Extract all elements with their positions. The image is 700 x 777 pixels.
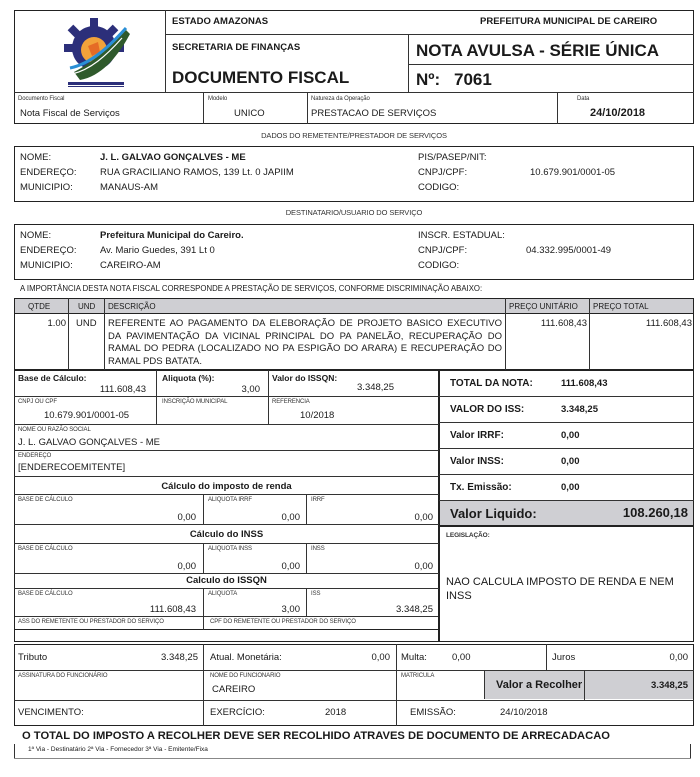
tx-emissao-label: Tx. Emissão: <box>450 482 512 493</box>
valor-iss-label: VALOR DO ISS: <box>450 404 525 415</box>
irrf-label: IRRF <box>311 497 325 503</box>
total-nota-value: 111.608,43 <box>561 378 608 389</box>
modelo-value: UNICO <box>234 108 265 119</box>
ir-aliquota-value: 0,00 <box>281 512 300 523</box>
destinatario-cnpj-label: CNPJ/CPF: <box>418 245 468 256</box>
issqn-title: Calculo do ISSQN <box>186 575 267 586</box>
estado-title: ESTADO AMAZONAS <box>172 16 269 27</box>
footer-notice: O TOTAL DO IMPOSTO A RECOLHER DEVE SER RECOLHIDO ATRAVES DE DOCUMENTO DE ARRECADACAO <box>22 730 610 742</box>
natureza-value: PRESTACAO DE SERVIÇOS <box>311 108 437 119</box>
cpf-remetente-label: CPF DO REMETENTE OU PRESTADOR DO SERVIÇO <box>210 619 356 625</box>
legislacao-label: LEGISLAÇÃO: <box>446 532 490 539</box>
item-preco-total: 111.608,43 <box>645 318 692 329</box>
juros-value: 0,00 <box>669 652 688 663</box>
atual-monetaria-value: 0,00 <box>371 652 390 663</box>
inss-base-value: 0,00 <box>177 561 196 572</box>
issqn-aliquota-label: ALIQUOTA <box>208 591 238 597</box>
exercicio-value: 2018 <box>325 707 347 718</box>
secretaria-title: SECRETARIA DE FINANÇAS <box>172 42 301 53</box>
valor-iss-value: 3.348,25 <box>561 404 598 415</box>
vencimento-label: VENCIMENTO: <box>18 707 84 718</box>
nome-funcionario-label: NOME DO FUNCIONARIO <box>210 673 281 679</box>
natureza-label: Natureza da Operação <box>311 96 370 102</box>
juros-label: Juros <box>552 652 576 663</box>
documento-fiscal-value: Nota Fiscal de Serviços <box>20 108 120 119</box>
inss-value: 0,00 <box>414 561 433 572</box>
matricula-label: MATRICULA <box>401 673 435 679</box>
remetente-codigo-label: CODIGO: <box>418 182 460 193</box>
nome-funcionario-value: CAREIRO <box>212 684 256 695</box>
irrf-total-value: 0,00 <box>561 430 580 441</box>
item-und: UND <box>76 318 97 329</box>
referencia-label: REFERENCIA <box>272 399 310 405</box>
remetente-municipio: MANAUS-AM <box>100 182 159 193</box>
total-nota-label: TOTAL DA NOTA: <box>450 378 533 389</box>
col-preco-total-header: PREÇO TOTAL <box>593 302 649 311</box>
nota-avulsa-title: NOTA AVULSA - SÉRIE ÚNICA <box>416 41 660 60</box>
endereco-value: [ENDERECOEMITENTE] <box>18 462 126 473</box>
irrf-total-label: Valor IRRF: <box>450 430 504 441</box>
destinatario-cnpj: 04.332.995/0001-49 <box>526 245 612 256</box>
emissao-label: EMISSÃO: <box>410 707 456 718</box>
item-qtde: 1.00 <box>47 318 66 329</box>
inss-title: Cálculo do INSS <box>189 529 264 540</box>
ass-remetente-label: ASS DO REMETENTE OU PRESTADOR DO SERVIÇO <box>18 619 164 625</box>
col-und-header: UND <box>78 302 96 311</box>
documento-fiscal-label: Documento Fiscal <box>18 96 65 102</box>
destinatario-municipio: CAREIRO-AM <box>100 260 161 271</box>
inscricao-municipal-label: INSCRIÇÃO MUNICIPAL <box>162 399 228 405</box>
data-label: Data <box>577 96 590 102</box>
importancia-text: A IMPORTÂNCIA DESTA NOTA FISCAL CORRESPONDE A PRESTAÇÃO DE SERVIÇOS, CONFORME DISCRIMINAÇÃO ABAIXO: <box>20 284 483 293</box>
remetente-cnpj-label: CNPJ/CPF: <box>418 167 468 178</box>
valor-recolher-label: Valor a Recolher <box>496 679 583 691</box>
inss-total-label: Valor INSS: <box>450 456 504 467</box>
valor-liquido-label: Valor Liquido: <box>450 506 537 521</box>
razao-social-value: J. L. GALVAO GONÇALVES - ME <box>18 437 161 448</box>
destinatario-nome-label: NOME: <box>20 230 52 241</box>
issqn-aliquota-value: 3,00 <box>281 604 300 615</box>
remetente-section-title: DADOS DO REMETENTE/PRESTADOR DE SERVIÇOS <box>261 131 447 140</box>
prefeitura-logo <box>56 12 136 90</box>
footer-vias: 1ª Via - Destinatário 2ª Via - Fornecedor 3ª Via - Emitente/Fixa <box>28 746 208 753</box>
base-calculo-value: 111.608,43 <box>99 384 146 395</box>
inss-aliquota-label: ALIQUOTA INSS <box>208 546 252 552</box>
inss-base-label: BASE DE CÁLCULO <box>18 546 73 552</box>
remetente-municipio-label: MUNICIPIO: <box>20 182 73 193</box>
numero-label: Nº: <box>416 70 441 89</box>
iss-label: ISS <box>311 591 321 597</box>
inss-aliquota-value: 0,00 <box>281 561 300 572</box>
aliquota-value: 3,00 <box>241 384 260 395</box>
base-calculo-label: Base de Cálculo: <box>18 373 87 383</box>
valor-issqn-label: Valor do ISSQN: <box>272 373 338 383</box>
destinatario-nome: Prefeitura Municipal do Careiro. <box>100 230 244 241</box>
destinatario-endereco: Av. Mario Guedes, 391 Lt 0 <box>100 245 215 256</box>
emissao-value: 24/10/2018 <box>500 707 548 718</box>
tx-emissao-value: 0,00 <box>561 482 580 493</box>
data-value: 24/10/2018 <box>590 107 646 119</box>
tributo-label: Tributo <box>18 652 48 663</box>
item-descricao: REFERENTE AO PAGAMENTO DA ELEBORAÇÃO DE PROJETO BASICO EXECUTIVO DA PAVIMENTAÇÃO DA VICINAL PRINCIPAL DO PA PANELÃO, RECUPERAÇÃO DO RAMAL DO PEDRA (LOCALIZADO NO PA ESPIGÃO DO ARARA) E RECUPERAÇÃO DO RAMAL PDS BATATA. <box>108 318 502 367</box>
legislacao-text: NAO CALCULA IMPOSTO DE RENDA E NEM INSS <box>446 576 674 602</box>
gear-logo-icon <box>56 12 136 90</box>
assinatura-funcionario-label: ASSINATURA DO FUNCIONÁRIO <box>18 673 108 679</box>
nota-numero: 7061 <box>454 70 492 89</box>
cnpj-cpf-value: 10.679.901/0001-05 <box>44 410 130 421</box>
ir-aliquota-label: ALIQUOTA IRRF <box>208 497 252 503</box>
cnpj-cpf-label: CNPJ OU CPF <box>18 399 57 405</box>
item-preco-unitario: 111.608,43 <box>540 318 587 329</box>
inss-total-value: 0,00 <box>561 456 580 467</box>
remetente-cnpj: 10.679.901/0001-05 <box>530 167 616 178</box>
col-descricao-header: DESCRIÇÃO <box>108 302 156 311</box>
issqn-base-value: 111.608,43 <box>149 604 196 615</box>
remetente-endereco: RUA GRACILIANO RAMOS, 139 Lt. 0 JAPIIM <box>100 167 294 178</box>
multa-value: 0,00 <box>452 652 471 663</box>
destinatario-endereco-label: ENDEREÇO: <box>20 245 77 256</box>
col-qtde-header: QTDE <box>28 302 51 311</box>
destinatario-section-title: DESTINATARIO/USUARIO DO SERVIÇO <box>285 208 423 217</box>
multa-label: Multa: <box>401 652 427 663</box>
razao-social-label: NOME OU RAZÃO SOCIAL <box>18 427 91 433</box>
tributo-value: 3.348,25 <box>161 652 198 663</box>
ir-base-value: 0,00 <box>177 512 196 523</box>
issqn-base-label: BASE DE CÁLCULO <box>18 591 73 597</box>
remetente-pis-label: PIS/PASEP/NIT: <box>418 152 487 163</box>
valor-liquido-value: 108.260,18 <box>622 505 688 520</box>
irrf-value: 0,00 <box>414 512 433 523</box>
imposto-renda-title: Cálculo do imposto de renda <box>161 481 292 492</box>
destinatario-inscr-label: INSCR. ESTADUAL: <box>418 230 505 241</box>
modelo-label: Modelo <box>208 96 228 102</box>
inss-label: INSS <box>311 546 325 552</box>
aliquota-label: Aliquota (%): <box>162 373 215 383</box>
col-preco-unitario-header: PREÇO UNITÁRIO <box>509 302 578 311</box>
exercicio-label: EXERCÍCIO: <box>210 707 265 718</box>
referencia-value: 10/2018 <box>300 410 335 421</box>
remetente-nome-label: NOME: <box>20 152 52 163</box>
ir-base-label: BASE DE CÁLCULO <box>18 497 73 503</box>
valor-recolher-value: 3.348,25 <box>651 680 688 691</box>
valor-issqn-value: 3.348,25 <box>357 382 394 393</box>
iss-value: 3.348,25 <box>396 604 433 615</box>
destinatario-codigo-label: CODIGO: <box>418 260 460 271</box>
documento-fiscal-title: DOCUMENTO FISCAL <box>172 68 350 87</box>
endereco-label: ENDEREÇO <box>18 453 52 459</box>
remetente-nome: J. L. GALVAO GONÇALVES - ME <box>100 152 246 163</box>
destinatario-municipio-label: MUNICIPIO: <box>20 260 73 271</box>
remetente-endereco-label: ENDEREÇO: <box>20 167 77 178</box>
prefeitura-title: PREFEITURA MUNICIPAL DE CAREIRO <box>480 16 658 27</box>
atual-monetaria-label: Atual. Monetária: <box>210 652 282 663</box>
